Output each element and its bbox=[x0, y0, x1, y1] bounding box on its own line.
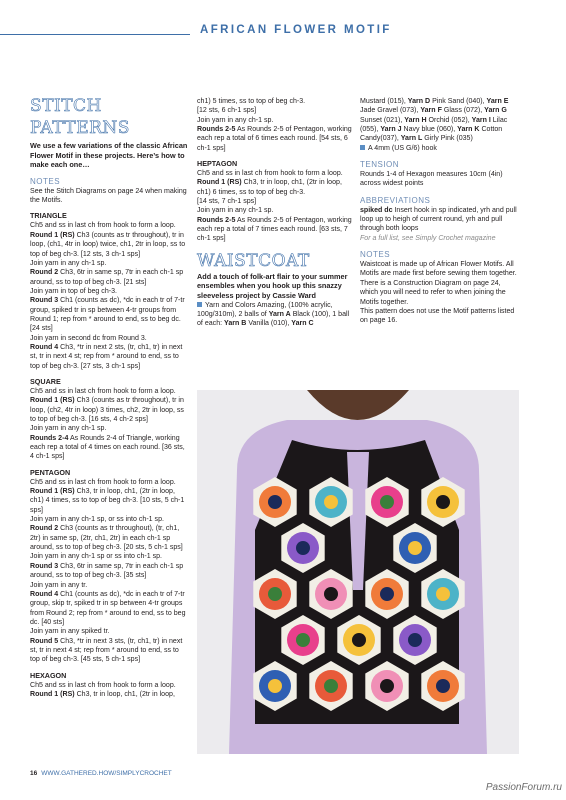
header-title: AFRICAN FLOWER MOTIF bbox=[200, 24, 392, 36]
bold-label: Yarn F bbox=[420, 107, 442, 115]
step-text: Vanilla (010), bbox=[246, 320, 292, 328]
bold-label: Yarn I bbox=[471, 116, 491, 124]
step-line bbox=[30, 637, 190, 665]
step-line bbox=[30, 334, 190, 343]
hexagon-steps bbox=[30, 681, 190, 700]
step-line bbox=[197, 206, 355, 215]
step-text: Ch5 and ss in last ch from hook to form a loop. bbox=[30, 387, 176, 395]
left-column bbox=[30, 95, 190, 699]
step-line bbox=[30, 434, 190, 462]
step-text: As Rounds 2-5 of Pentagon, working each rep a total of 7 times each round. [63 sts, 7 ch-1 sps] bbox=[197, 216, 352, 243]
bold-label: Round 2 bbox=[30, 269, 59, 277]
step-text: Sunset (021), bbox=[360, 116, 405, 124]
step-line bbox=[30, 627, 190, 636]
heptagon-heading: HEPTAGON bbox=[197, 159, 238, 169]
step-text: Ch3, *tr in next 3 sts, (tr, ch1, tr) in next st, tr in next 4 st; rep from * around to end, ss to top of beg ch-3. [45 sts, 5 ch-1 sps] bbox=[30, 637, 183, 664]
step-text: Ch5 and ss in last ch from hook to form a loop. bbox=[30, 681, 176, 689]
step-text: Ch3 (counts as tr throughout), (tr, ch1, 2tr) in same sp, (2tr, ch1, 2tr) in each ch-1 sp around, ss to top of beg ch-3. [20 sts, 5 ch-1 sps] bbox=[30, 525, 183, 552]
step-text: Orchid (052), bbox=[426, 116, 472, 124]
yarn-item bbox=[224, 320, 291, 327]
stitch-patterns-heading: STITCH PATTERNS bbox=[30, 96, 130, 138]
step-text: Ch3, *tr in next 2 sts, (tr, ch1, tr) in next st, tr in next 4 st; rep from * around to end, ss to top of beg ch-3. [27 sts, 3 ch-1 sps] bbox=[30, 343, 183, 370]
step-line bbox=[30, 268, 190, 287]
notes-right-3: This pattern does not use the Motif patterns listed on page 16. bbox=[360, 307, 515, 325]
bold-label: Yarn H bbox=[404, 116, 427, 124]
step-text: Glass (072), bbox=[441, 107, 485, 115]
yarn-list bbox=[197, 301, 355, 329]
step-text: Join yarn in top of beg ch-3. bbox=[30, 287, 117, 295]
step-line bbox=[197, 169, 355, 178]
bold-label: Yarn E bbox=[486, 98, 509, 105]
step-text: Navy blue (060), bbox=[401, 126, 458, 134]
step-text: Join yarn in second dc from Round 3. bbox=[30, 334, 147, 342]
notes-heading: NOTES bbox=[30, 176, 61, 186]
bold-label: Yarn B bbox=[224, 320, 247, 328]
abbr-term: spiked dc bbox=[360, 206, 393, 214]
waistcoat-illustration bbox=[197, 390, 519, 754]
yarn-item bbox=[404, 117, 471, 124]
step-text: As Rounds 2-5 of Pentagon, working each rep a total of 6 times each round. [54 sts, 6 ch-1 sps] bbox=[197, 126, 352, 152]
step-text: Ch3, 6tr in same sp, 7tr in each ch-1 sp around, ss to top of beg ch-3. [21 sts] bbox=[30, 269, 184, 286]
step-text: Girly Pink (035) bbox=[422, 135, 473, 143]
step-text: Mustard (015), bbox=[360, 98, 408, 105]
page-footer bbox=[30, 770, 172, 777]
step-line bbox=[30, 231, 190, 259]
tension-text: Rounds 1-4 of Hexagon measures 10cm (4in) across widest points bbox=[360, 171, 503, 188]
yarn-list-cont bbox=[360, 98, 508, 142]
bold-label: Yarn L bbox=[400, 135, 423, 143]
abbr-note: For a full list, see Simply Crochet magazine bbox=[360, 234, 496, 242]
bullet-icon bbox=[360, 145, 365, 150]
step-line bbox=[197, 116, 355, 125]
notes-right-2: There is a Construction Diagram on page 24, which you will need to refer to when joining the Motifs together. bbox=[360, 279, 506, 306]
step-line bbox=[197, 106, 355, 115]
tension-heading: TENSION bbox=[360, 160, 400, 170]
step-text: Ch3, tr in loop, ch1, (2tr in loop, bbox=[74, 690, 175, 698]
step-text: Lilac (055), bbox=[360, 116, 508, 134]
hexagon-steps-cont bbox=[197, 97, 355, 153]
bold-label: Round 1 (RS) bbox=[30, 488, 75, 496]
step-text: Ch3, 6tr in same sp, 7tr in each ch-1 sp around, ss to top of beg ch-3. [35 sts] bbox=[30, 562, 184, 580]
step-line bbox=[197, 178, 355, 197]
notes-right-1: Waistcoat is made up of African Flower Motifs. All Motifs are made first before sewing them together. bbox=[360, 261, 517, 278]
step-line bbox=[30, 387, 190, 396]
bold-label: Round 1 (RS) bbox=[30, 690, 75, 698]
notes-text: See the Stitch Diagrams on page 24 when making the Motifs. bbox=[30, 187, 187, 205]
step-text: ch1) 5 times, ss to top of beg ch-3. bbox=[197, 98, 306, 105]
abbreviations-heading: ABBREVIATIONS bbox=[360, 195, 431, 205]
hexagon-heading: HEXAGON bbox=[30, 670, 67, 680]
bold-label: Round 4 bbox=[30, 590, 59, 598]
step-text: [14 sts, 7 ch-1 sps] bbox=[197, 198, 257, 206]
step-text: Join yarn in any ch-1 sp, or ss into ch-1 sp. bbox=[30, 516, 164, 524]
yarn-item bbox=[360, 98, 408, 105]
step-text: Ch3, tr in loop, ch1, (2tr in loop, ch1) 4 times, ss to top of beg ch-3. [10 sts, 5 ch-1 sps] bbox=[30, 488, 185, 514]
step-text: Join yarn in any ch-1 sp. bbox=[197, 207, 274, 215]
bold-label: Round 3 bbox=[30, 297, 59, 305]
step-line bbox=[30, 552, 190, 561]
step-line bbox=[30, 524, 190, 552]
step-line bbox=[30, 287, 190, 296]
step-text: Yarn and Colors Amazing, (100% acrylic, 100g/310m), 2 balls of bbox=[197, 301, 333, 318]
bullet-icon bbox=[197, 302, 202, 307]
step-line bbox=[30, 259, 190, 268]
step-text: Ch3, tr in loop, ch1, (2tr in loop, ch1) 6 times, ss to top of beg ch-3. bbox=[197, 179, 342, 196]
bold-label: Round 1 (RS) bbox=[30, 397, 75, 405]
step-text: Ch1 (counts as dc), *dc in each tr of 7-tr group, spiked tr in sp between 4-tr groups from Round 1; rep from * around to end, ss to beg dc. [24 sts] bbox=[30, 297, 185, 333]
square-steps bbox=[30, 387, 190, 462]
footer-url: WWW.GATHERED.HOW/SIMPLYCROCHET bbox=[41, 770, 172, 777]
bold-label: Yarn J bbox=[380, 126, 402, 134]
yarn-item bbox=[380, 126, 457, 133]
bold-label: Rounds 2-4 bbox=[30, 434, 69, 442]
step-line bbox=[30, 478, 190, 487]
step-line bbox=[30, 487, 190, 515]
hook-text: A 4mm (US G/6) hook bbox=[368, 144, 437, 152]
step-text: [12 sts, 6 ch-1 sps] bbox=[197, 107, 257, 115]
notes-heading-right: NOTES bbox=[360, 250, 391, 260]
step-line bbox=[30, 690, 190, 699]
bold-label: Yarn A bbox=[268, 310, 291, 318]
pentagon-heading: PENTAGON bbox=[30, 467, 71, 477]
step-line bbox=[197, 125, 355, 153]
step-text: As Rounds 2-4 of Triangle, working each rep a total of 4 times on each round. [36 sts, 4 ch-1 sps] bbox=[30, 434, 185, 461]
waistcoat-photo bbox=[197, 390, 519, 754]
step-line bbox=[30, 343, 190, 371]
bold-label: Yarn G bbox=[484, 107, 507, 115]
waistcoat-heading: WAISTCOAT bbox=[197, 250, 310, 271]
step-text: Jade Gravel (073), bbox=[360, 107, 421, 115]
step-text: Pink Sand (040), bbox=[430, 98, 487, 105]
step-line bbox=[197, 97, 355, 106]
bold-label: Rounds 2-5 bbox=[197, 216, 236, 224]
intro-text: We use a few variations of the classic African Flower Motif in these projects. Here’s how to make each one… bbox=[30, 141, 188, 170]
step-line bbox=[30, 590, 190, 627]
step-line bbox=[30, 681, 190, 690]
step-text: Join yarn in any tr. bbox=[30, 581, 88, 589]
step-line bbox=[30, 396, 190, 424]
triangle-steps bbox=[30, 221, 190, 371]
step-line bbox=[30, 581, 190, 590]
yarn-item bbox=[420, 107, 484, 114]
yarn-item bbox=[291, 320, 313, 327]
middle-column bbox=[197, 97, 355, 329]
yarn-line bbox=[197, 302, 349, 328]
square-heading: SQUARE bbox=[30, 376, 61, 386]
step-text: Join yarn in any ch-1 sp. bbox=[197, 116, 274, 124]
step-line bbox=[197, 216, 355, 244]
abbr-definition: Insert hook in sp indicated, yrh and pull loop up to heigh of current round, yrh and pull through both loops bbox=[360, 206, 517, 233]
bold-label: Round 3 bbox=[30, 562, 59, 570]
bold-label: Yarn C bbox=[291, 320, 314, 328]
bold-label: Rounds 2-5 bbox=[197, 126, 236, 134]
step-text: Cotton Candy(037), bbox=[360, 126, 503, 143]
abbreviation-entry bbox=[360, 206, 520, 234]
step-line bbox=[30, 424, 190, 433]
step-text: Ch5 and ss in last ch from hook to form a loop. bbox=[30, 222, 176, 230]
step-text: Ch3 (counts as tr throughout), tr in loop, (ch2, 4tr in loop) 3 times, ch2, 2tr in loop, ss to top of beg ch-3. [16 sts, 4 ch-2 sps] bbox=[30, 397, 184, 423]
yarn-item bbox=[401, 135, 473, 142]
watermark: PassionForum.ru bbox=[485, 782, 562, 793]
yarn-item bbox=[408, 98, 487, 105]
bold-label: Round 5 bbox=[30, 637, 59, 645]
bold-label: Yarn D bbox=[407, 98, 431, 105]
bold-label: Round 2 bbox=[30, 525, 59, 533]
step-text: Black (100), 1 ball of each: bbox=[197, 310, 350, 328]
step-text: Join yarn in any spiked tr. bbox=[30, 628, 110, 636]
step-text: Ch5 and ss in last ch from hook to form a loop. bbox=[197, 170, 343, 178]
bold-label: Round 1 (RS) bbox=[197, 179, 242, 187]
right-column bbox=[360, 97, 520, 326]
step-line bbox=[30, 515, 190, 524]
step-text: Ch1 (counts as dc), *dc in each tr of 7-tr group, skip tr, spiked tr in sp between 4-tr groups from Round 2; rep from * around to end, ss to beg dc. [40 sts] bbox=[30, 590, 186, 626]
bold-label: Yarn K bbox=[457, 126, 480, 134]
step-line bbox=[30, 562, 190, 581]
step-text: Join yarn in any ch-1 sp. bbox=[30, 259, 107, 267]
bold-label: Round 1 (RS) bbox=[30, 231, 75, 239]
step-line bbox=[30, 296, 190, 333]
pentagon-steps bbox=[30, 478, 190, 665]
step-text: Join yarn in any ch-1 sp or ss into ch-1 sp. bbox=[30, 553, 162, 561]
waistcoat-intro: Add a touch of folk-art flair to your summer ensembles when you hook up this snazzy sleeveless project by Cassie Ward bbox=[197, 271, 348, 300]
page-number: 16 bbox=[30, 770, 38, 777]
step-line bbox=[30, 221, 190, 230]
step-text: Ch3 (counts as tr throughout), tr in loop, (ch1, 4tr in loop) twice, ch1, 2tr in loop, ss to top of beg ch-3. [12 sts, 3 ch-1 sps] bbox=[30, 231, 186, 258]
heptagon-steps bbox=[197, 169, 355, 244]
triangle-heading: TRIANGLE bbox=[30, 211, 67, 221]
bold-label: Round 4 bbox=[30, 343, 59, 351]
step-text: Join yarn in any ch-1 sp. bbox=[30, 425, 107, 433]
header-rule bbox=[0, 34, 190, 35]
step-line bbox=[197, 197, 355, 206]
step-text: Ch5 and ss in last ch from hook to form a loop. bbox=[30, 478, 176, 486]
